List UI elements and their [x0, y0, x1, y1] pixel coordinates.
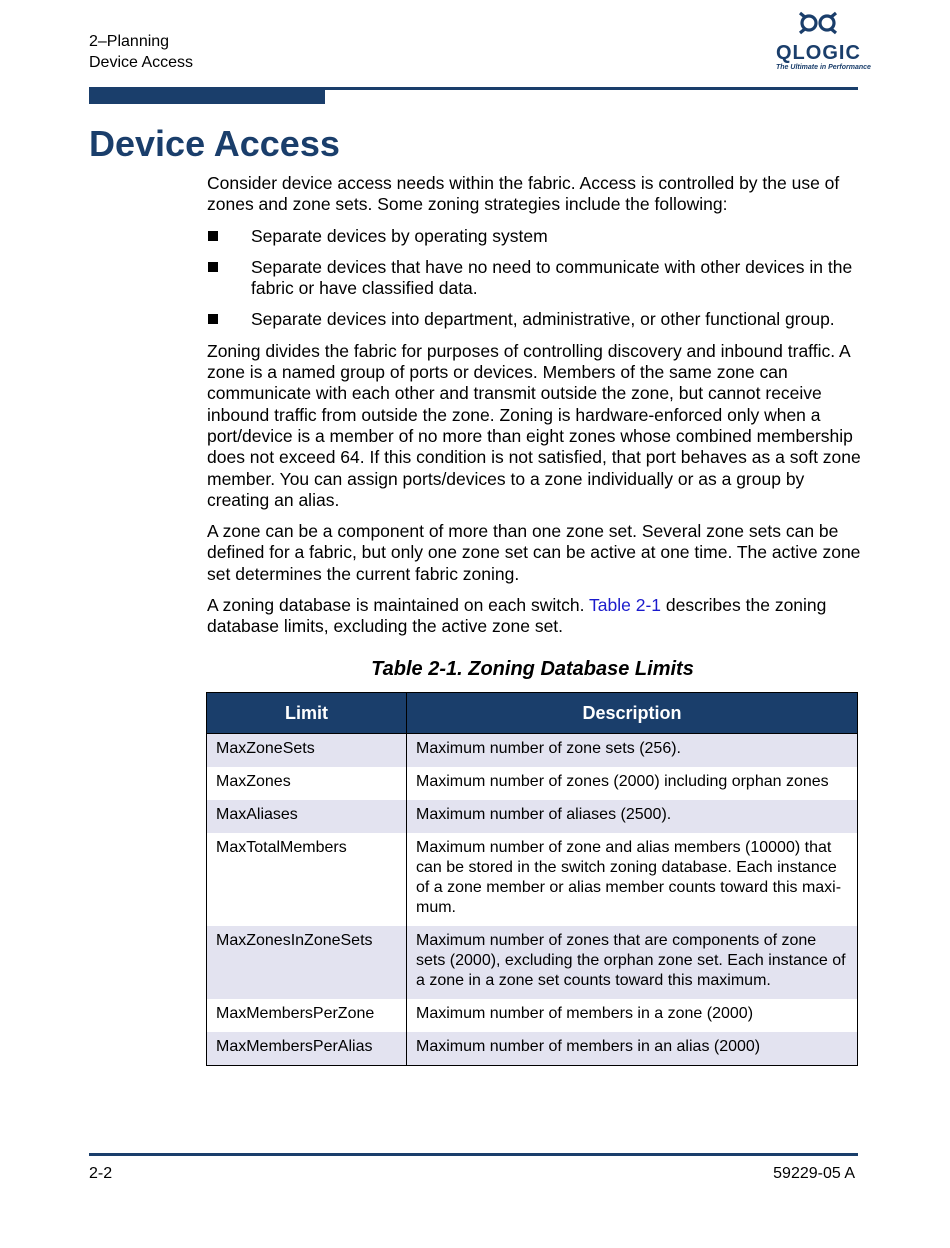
zoneset-paragraph: A zone can be a component of more than one zone set. Several zone sets can be defined for a fabric, but only one zone set can be active at one time. The active zone set determines the current fabric zoning.: [207, 521, 861, 584]
list-item: Separate devices by operating system: [207, 226, 862, 247]
column-header-description: Description: [407, 693, 858, 734]
logo-name: QLOGIC: [776, 42, 861, 64]
description-cell: Maximum number of zones (2000) including orphan zones: [407, 767, 858, 800]
table-row: [207, 1032, 858, 1066]
description-cell: Maximum number of zone and alias members (10000) that can be stored in the switch zoning database. Each instance of a zone member or alias member counts toward this maxi-mum.: [407, 833, 858, 926]
limit-cell: MaxMembersPerZone: [207, 999, 407, 1032]
limit-cell: MaxZonesInZoneSets: [207, 926, 407, 999]
header-rule-accent: [89, 90, 325, 104]
limit-cell: MaxZoneSets: [207, 734, 407, 768]
column-header-limit: Limit: [207, 693, 407, 734]
logo-mark-icon: [798, 10, 838, 36]
bullet-square-icon: [208, 314, 218, 324]
list-item: Separate devices that have no need to communicate with other devices in the fabric or have classified data.: [207, 257, 862, 300]
table-row: [207, 767, 858, 800]
qlogic-logo: [776, 10, 871, 74]
limit-cell: MaxTotalMembers: [207, 833, 407, 926]
table-row: [207, 734, 858, 768]
bullet-square-icon: [208, 231, 218, 241]
zoning-limits-table: [206, 692, 858, 1066]
description-cell: Maximum number of zones that are components of zone sets (2000), excluding the orphan zone set. Each instance of a zone in a zone set counts toward this maximum.: [407, 926, 858, 999]
limit-cell: MaxMembersPerAlias: [207, 1032, 407, 1066]
table-row: [207, 800, 858, 833]
page-title: Device Access: [89, 123, 340, 164]
header-section: Device Access: [89, 54, 194, 71]
description-cell: Maximum number of aliases (2500).: [407, 800, 858, 833]
document-number: 59229-05 A: [773, 1165, 855, 1182]
body-content: [207, 173, 862, 648]
table-row: [207, 833, 858, 926]
limit-cell: MaxZones: [207, 767, 407, 800]
logo-tagline: The Ultimate in Performance: [776, 64, 871, 71]
header-chapter: 2–Planning: [89, 33, 170, 50]
table-caption: Table 2-1. Zoning Database Limits: [371, 658, 694, 680]
footer-rule: [89, 1153, 858, 1156]
page-number: 2-2: [89, 1165, 113, 1182]
description-cell: Maximum number of zone sets (256).: [407, 734, 858, 768]
running-header: [89, 31, 193, 73]
limit-cell: MaxAliases: [207, 800, 407, 833]
table-header-row: [207, 693, 858, 734]
description-cell: Maximum number of members in an alias (2000): [407, 1032, 858, 1066]
description-cell: Maximum number of members in a zone (2000): [407, 999, 858, 1032]
table-cross-reference-link[interactable]: Table 2-1: [589, 595, 662, 616]
table-row: [207, 999, 858, 1032]
zoning-paragraph: Zoning divides the fabric for purposes of controlling discovery and inbound traffic. A zone is a named group of ports or devices. Members of the same zone can communicate with each other and transmit outside the zone, but cannot receive inbound traffic from outside the zone. Zoning is hardware-enforced only when a port/device is a member of no more than eight zones whose combined membership does not exceed 64. If this condition is not satisfied, that port behaves as a soft zone member. You can assign ports/devices to a zone individually or as a group by creating an alias.: [207, 340, 861, 510]
strategy-list: [207, 226, 862, 331]
list-item: Separate devices into department, administrative, or other functional group.: [207, 309, 862, 330]
intro-paragraph: Consider device access needs within the fabric. Access is controlled by the use of zones and zone sets. Some zoning strategies include the following:: [207, 173, 840, 215]
database-paragraph: A zoning database is maintained on each switch. Table 2-1 describes the zoning database limits, excluding the active zone set.: [207, 595, 827, 637]
bullet-square-icon: [208, 262, 218, 272]
table-row: [207, 926, 858, 999]
